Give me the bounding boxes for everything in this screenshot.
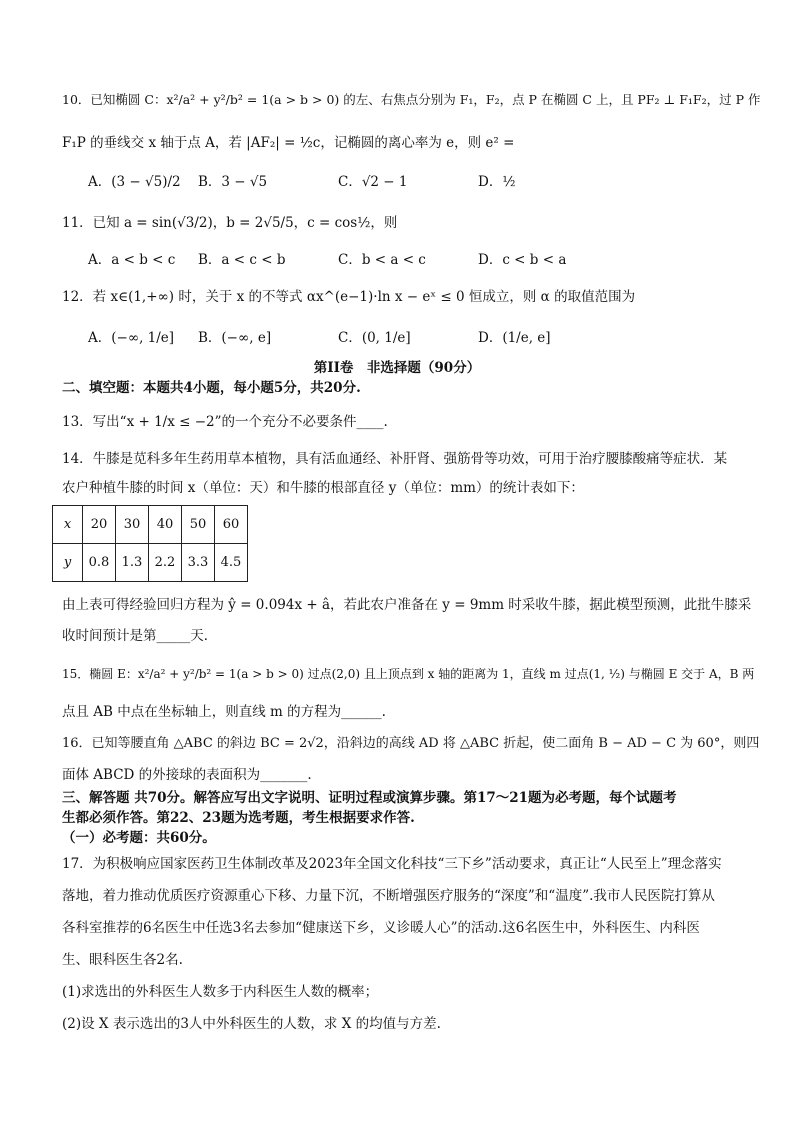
section2-heading: 二、填空题：本题共4小题，每小题5分，共20分.: [62, 380, 361, 396]
q11-line1: 11．已知 a = sin(√3/2)，b = 2√5/5，c = cos½，则: [62, 215, 398, 231]
table-cell: 30: [116, 506, 149, 544]
table-row-label: y: [53, 544, 83, 582]
table-cell: 1.3: [116, 544, 149, 582]
q16-line1: 16．已知等腰直角 △ABC 的斜边 BC = 2√2，沿斜边的高线 AD 将 △ABC 折起，使二面角 B − AD − C 为 60°，则四: [62, 736, 760, 751]
q10-line2: F₁P 的垂线交 x 轴于点 A，若 |AF₂| = ½c，记椭圆的离心率为 e，则 e² =: [62, 135, 515, 151]
q13-text: 13．写出“x + 1/x ≤ −2”的一个充分不必要条件____.: [62, 414, 388, 430]
q12-option-c: C．(0, 1/e]: [338, 330, 411, 346]
table-cell: 0.8: [83, 544, 116, 582]
table-cell: 60: [215, 506, 248, 544]
table-cell: 20: [83, 506, 116, 544]
q17-line2: 落地，着力推动优质医疗资源重心下移、力量下沉，不断增强医疗服务的“深度”和“温度”.我市人民医院打算从: [62, 888, 715, 904]
q14-line3: 由上表可得经验回归方程为 ŷ = 0.094x + â，若此农户准备在 y = 9mm 时采收牛膝，据此模型预测，此批牛膝采: [62, 597, 752, 613]
table-row-label: x: [53, 506, 83, 544]
part2-title: 第II卷 非选择题（90分）: [313, 360, 481, 376]
q10-option-d: D．½: [478, 174, 516, 190]
q10-option-a: A．(3 − √5)/2: [88, 174, 181, 190]
table-cell: 4.5: [215, 544, 248, 582]
table-cell: 40: [149, 506, 182, 544]
q10-line1: 10．已知椭圆 C：x²/a² + y²/b² = 1(a > b > 0) 的左、右焦点分别为 F₁，F₂，点 P 在椭圆 C 上，且 PF₂ ⊥ F₁F₂，过 P 作: [62, 92, 761, 107]
q11-option-a: A．a < b < c: [88, 252, 176, 268]
q15-line2: 点且 AB 中点在坐标轴上，则直线 m 的方程为______.: [62, 704, 386, 720]
q12-option-d: D．(1/e, e]: [478, 330, 551, 346]
q10-option-b: B．3 − √5: [198, 174, 268, 190]
q17-line1: 17．为积极响应国家医药卫生体制改革及2023年全国文化科技“三下乡”活动要求，真正让“人民至上”理念落实: [62, 856, 722, 872]
q15-line1: 15．椭圆 E：x²/a² + y²/b² = 1(a > b > 0) 过点(2,0) 且上顶点到 x 轴的距离为 1，直线 m 过点(1, ½) 与椭圆 E 交于 A，B 两: [62, 667, 755, 681]
q11-option-c: C．b < a < c: [338, 252, 426, 268]
section3-line3: （一）必考题：共60分。: [62, 830, 216, 846]
q14-line1: 14．牛膝是苋科多年生药用草本植物，具有活血通经、补肝肾、强筋骨等功效，可用于治疗腰膝酸痛等症状．某: [62, 451, 728, 467]
table-cell: 3.3: [182, 544, 215, 582]
q14-stats-table: [52, 505, 248, 582]
q17-part1: (1)求选出的外科医生人数多于内科医生人数的概率；: [62, 984, 379, 1000]
section3-line2: 生都必须作答。第22、23题为选考题，考生根据要求作答.: [62, 810, 415, 826]
q17-line3: 各科室推荐的6名医生中任选3名去参加“健康送下乡，义诊暖人心”的活动.这6名医生中，外科医生、内科医: [62, 920, 700, 936]
q17-part2: (2)设 X 表示选出的3人中外科医生的人数，求 X 的均值与方差.: [62, 1016, 441, 1032]
q12-line1: 12．若 x∈(1,+∞) 时，关于 x 的不等式 αx^(e−1)·ln x − eˣ ≤ 0 恒成立，则 α 的取值范围为: [62, 289, 636, 305]
q16-line2: 面体 ABCD 的外接球的表面积为_______.: [62, 767, 312, 783]
q14-line2: 农户种植牛膝的时间 x（单位：天）和牛膝的根部直径 y（单位：mm）的统计表如下：: [62, 480, 584, 496]
table-cell: 2.2: [149, 544, 182, 582]
table-row: [53, 544, 248, 582]
table-row: [53, 506, 248, 544]
q14-line4: 收时间预计是第_____天．: [62, 628, 218, 644]
q12-option-b: B．(−∞, e]: [198, 330, 272, 346]
q11-option-d: D．c < b < a: [478, 252, 567, 268]
q12-option-a: A．(−∞, 1/e]: [88, 330, 175, 346]
table-cell: 50: [182, 506, 215, 544]
q10-option-c: C．√2 − 1: [338, 174, 408, 190]
q17-line4: 生、眼科医生各2名.: [62, 952, 183, 968]
q11-option-b: B．a < c < b: [198, 252, 286, 268]
section3-line1: 三、解答题 共70分。解答应写出文字说明、证明过程或演算步骤。第17～21题为必考题，每个试题考: [62, 790, 677, 806]
